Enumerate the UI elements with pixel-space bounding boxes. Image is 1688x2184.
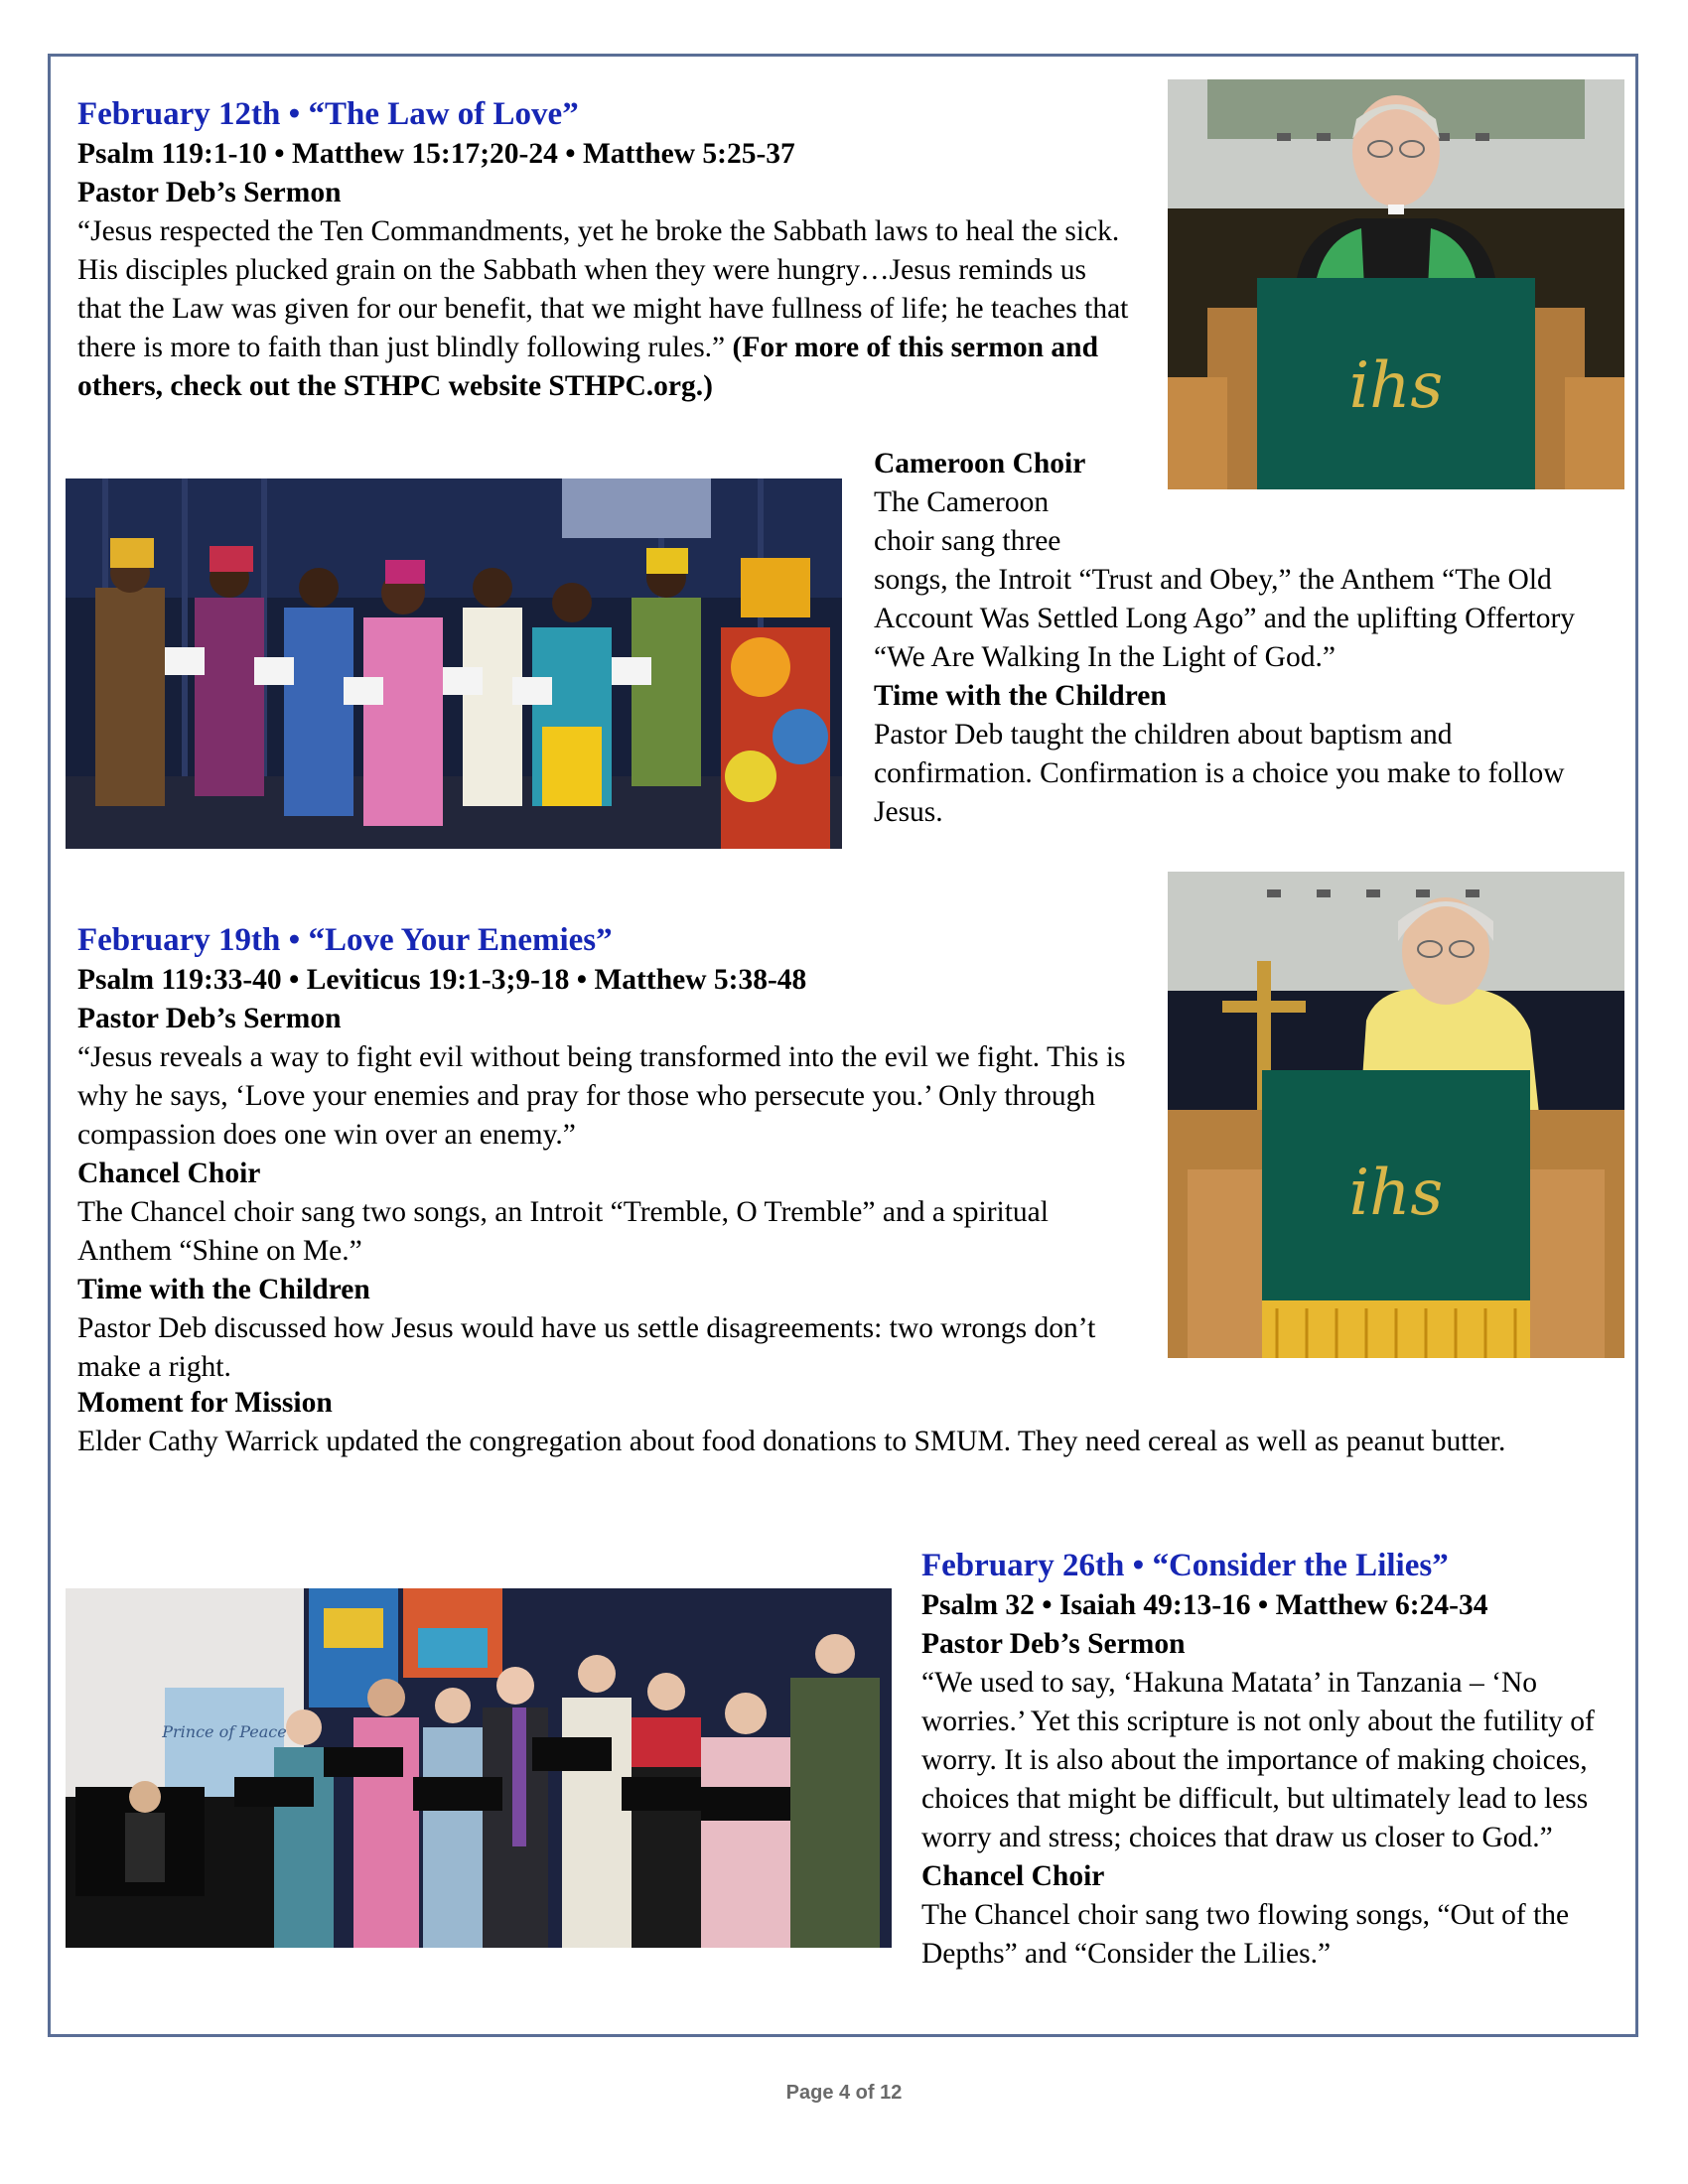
- photo-pastor-pulpit: [1168, 79, 1624, 489]
- feb12-title: February 12th • “The Law of Love”: [77, 96, 579, 132]
- photo-speaker-pulpit: [1168, 872, 1624, 1358]
- feb19-mission-block: [77, 1384, 1626, 1461]
- pulpit-monogram-1: ihs: [1348, 349, 1444, 423]
- photo-chancel-choir: [66, 1588, 892, 1948]
- feb19-mission-heading: Moment for Mission: [77, 1387, 333, 1419]
- feb19-children-heading: Time with the Children: [77, 1274, 370, 1305]
- feb19-children-text: Pastor Deb discussed how Jesus would have us settle disagreements: two wrongs don’t make a right.: [77, 1312, 1096, 1383]
- feb26-choir-text: The Chancel choir sang two flowing songs, “Out of the Depths” and “Consider the Lilies.”: [921, 1899, 1570, 1970]
- pulpit-monogram-2: ihs: [1348, 1157, 1444, 1230]
- feb12-section: [77, 93, 1130, 406]
- feb12-children-text: Pastor Deb taught the children about baptism and confirmation. Confirmation is a choice you make to follow Jesus.: [874, 719, 1565, 828]
- feb19-choir-text: The Chancel choir sang two songs, an Introit “Tremble, O Tremble” and a spiritual Anthem “Shine on Me.”: [77, 1196, 1049, 1267]
- feb12-choir-block: [874, 445, 1589, 832]
- cameroon-choir-heading: Cameroon Choir: [874, 448, 1086, 479]
- cameroon-choir-text: songs, the Introit “Trust and Obey,” the Anthem “The Old Account Was Settled Long Ago” and the uplifting Offertory “We Are Walking In the Light of God.”: [874, 564, 1576, 673]
- page-number: Page 4 of 12: [785, 2082, 903, 2104]
- feb19-sermon-text: “Jesus reveals a way to fight evil without being transformed into the evil we fight. This is why he says, ‘Love your enemies and pray for those who persecute you.’ Only through compassion does one win over an enemy.”: [77, 1041, 1126, 1151]
- feb26-sermon-heading: Pastor Deb’s Sermon: [921, 1628, 1186, 1660]
- feb19-title: February 19th • “Love Your Enemies”: [77, 922, 613, 958]
- photo-cameroon-choir: [66, 478, 842, 849]
- cameroon-choir-line-2: choir sang three: [874, 525, 1061, 557]
- feb12-sermon-note: (For more of this sermon and others, check out the STHPC website STHPC.org.): [77, 332, 1098, 402]
- feb12-sermon: [77, 212, 1130, 406]
- feb26-choir-heading: Chancel Choir: [921, 1860, 1105, 1892]
- feb12-sermon-heading: Pastor Deb’s Sermon: [77, 177, 342, 208]
- feb12-scripture-refs: Psalm 119:1-10 • Matthew 15:17;20-24 • Matthew 5:25-37: [77, 138, 795, 170]
- feb26-sermon-text: “We used to say, ‘Hakuna Matata’ in Tanzania – ‘No worries.’ Yet this scripture is not only about the futility of worry. It is also about the importance of making choices, choices that might be difficult, but ultimately lead to less worry and stress; choices that draw us closer to God.”: [921, 1667, 1595, 1853]
- feb26-title: February 26th • “Consider the Lilies”: [921, 1548, 1449, 1583]
- banner-text: Prince of Peace: [162, 1722, 287, 1741]
- feb19-sermon-heading: Pastor Deb’s Sermon: [77, 1003, 342, 1034]
- feb12-children-heading: Time with the Children: [874, 680, 1167, 712]
- feb26-section: [921, 1545, 1628, 1974]
- feb26-scripture-refs: Psalm 32 • Isaiah 49:13-16 • Matthew 6:24-34: [921, 1589, 1488, 1621]
- feb19-choir-heading: Chancel Choir: [77, 1158, 261, 1189]
- feb19-mission-text: Elder Cathy Warrick updated the congregation about food donations to SMUM. They need cereal as well as peanut butter.: [77, 1426, 1506, 1457]
- feb19-section: [77, 919, 1130, 1387]
- feb12-sermon-text: “Jesus respected the Ten Commandments, yet he broke the Sabbath laws to heal the sick. His disciples plucked grain on the Sabbath when they were hungry…Jesus reminds us that the Law was given for our benefit, that we might have fullness of life; he teaches that there is more to faith than just blindly following rules.”: [77, 215, 1129, 363]
- cameroon-choir-line-1: The Cameroon: [874, 486, 1050, 518]
- feb19-scripture-refs: Psalm 119:33-40 • Leviticus 19:1-3;9-18 • Matthew 5:38-48: [77, 964, 807, 996]
